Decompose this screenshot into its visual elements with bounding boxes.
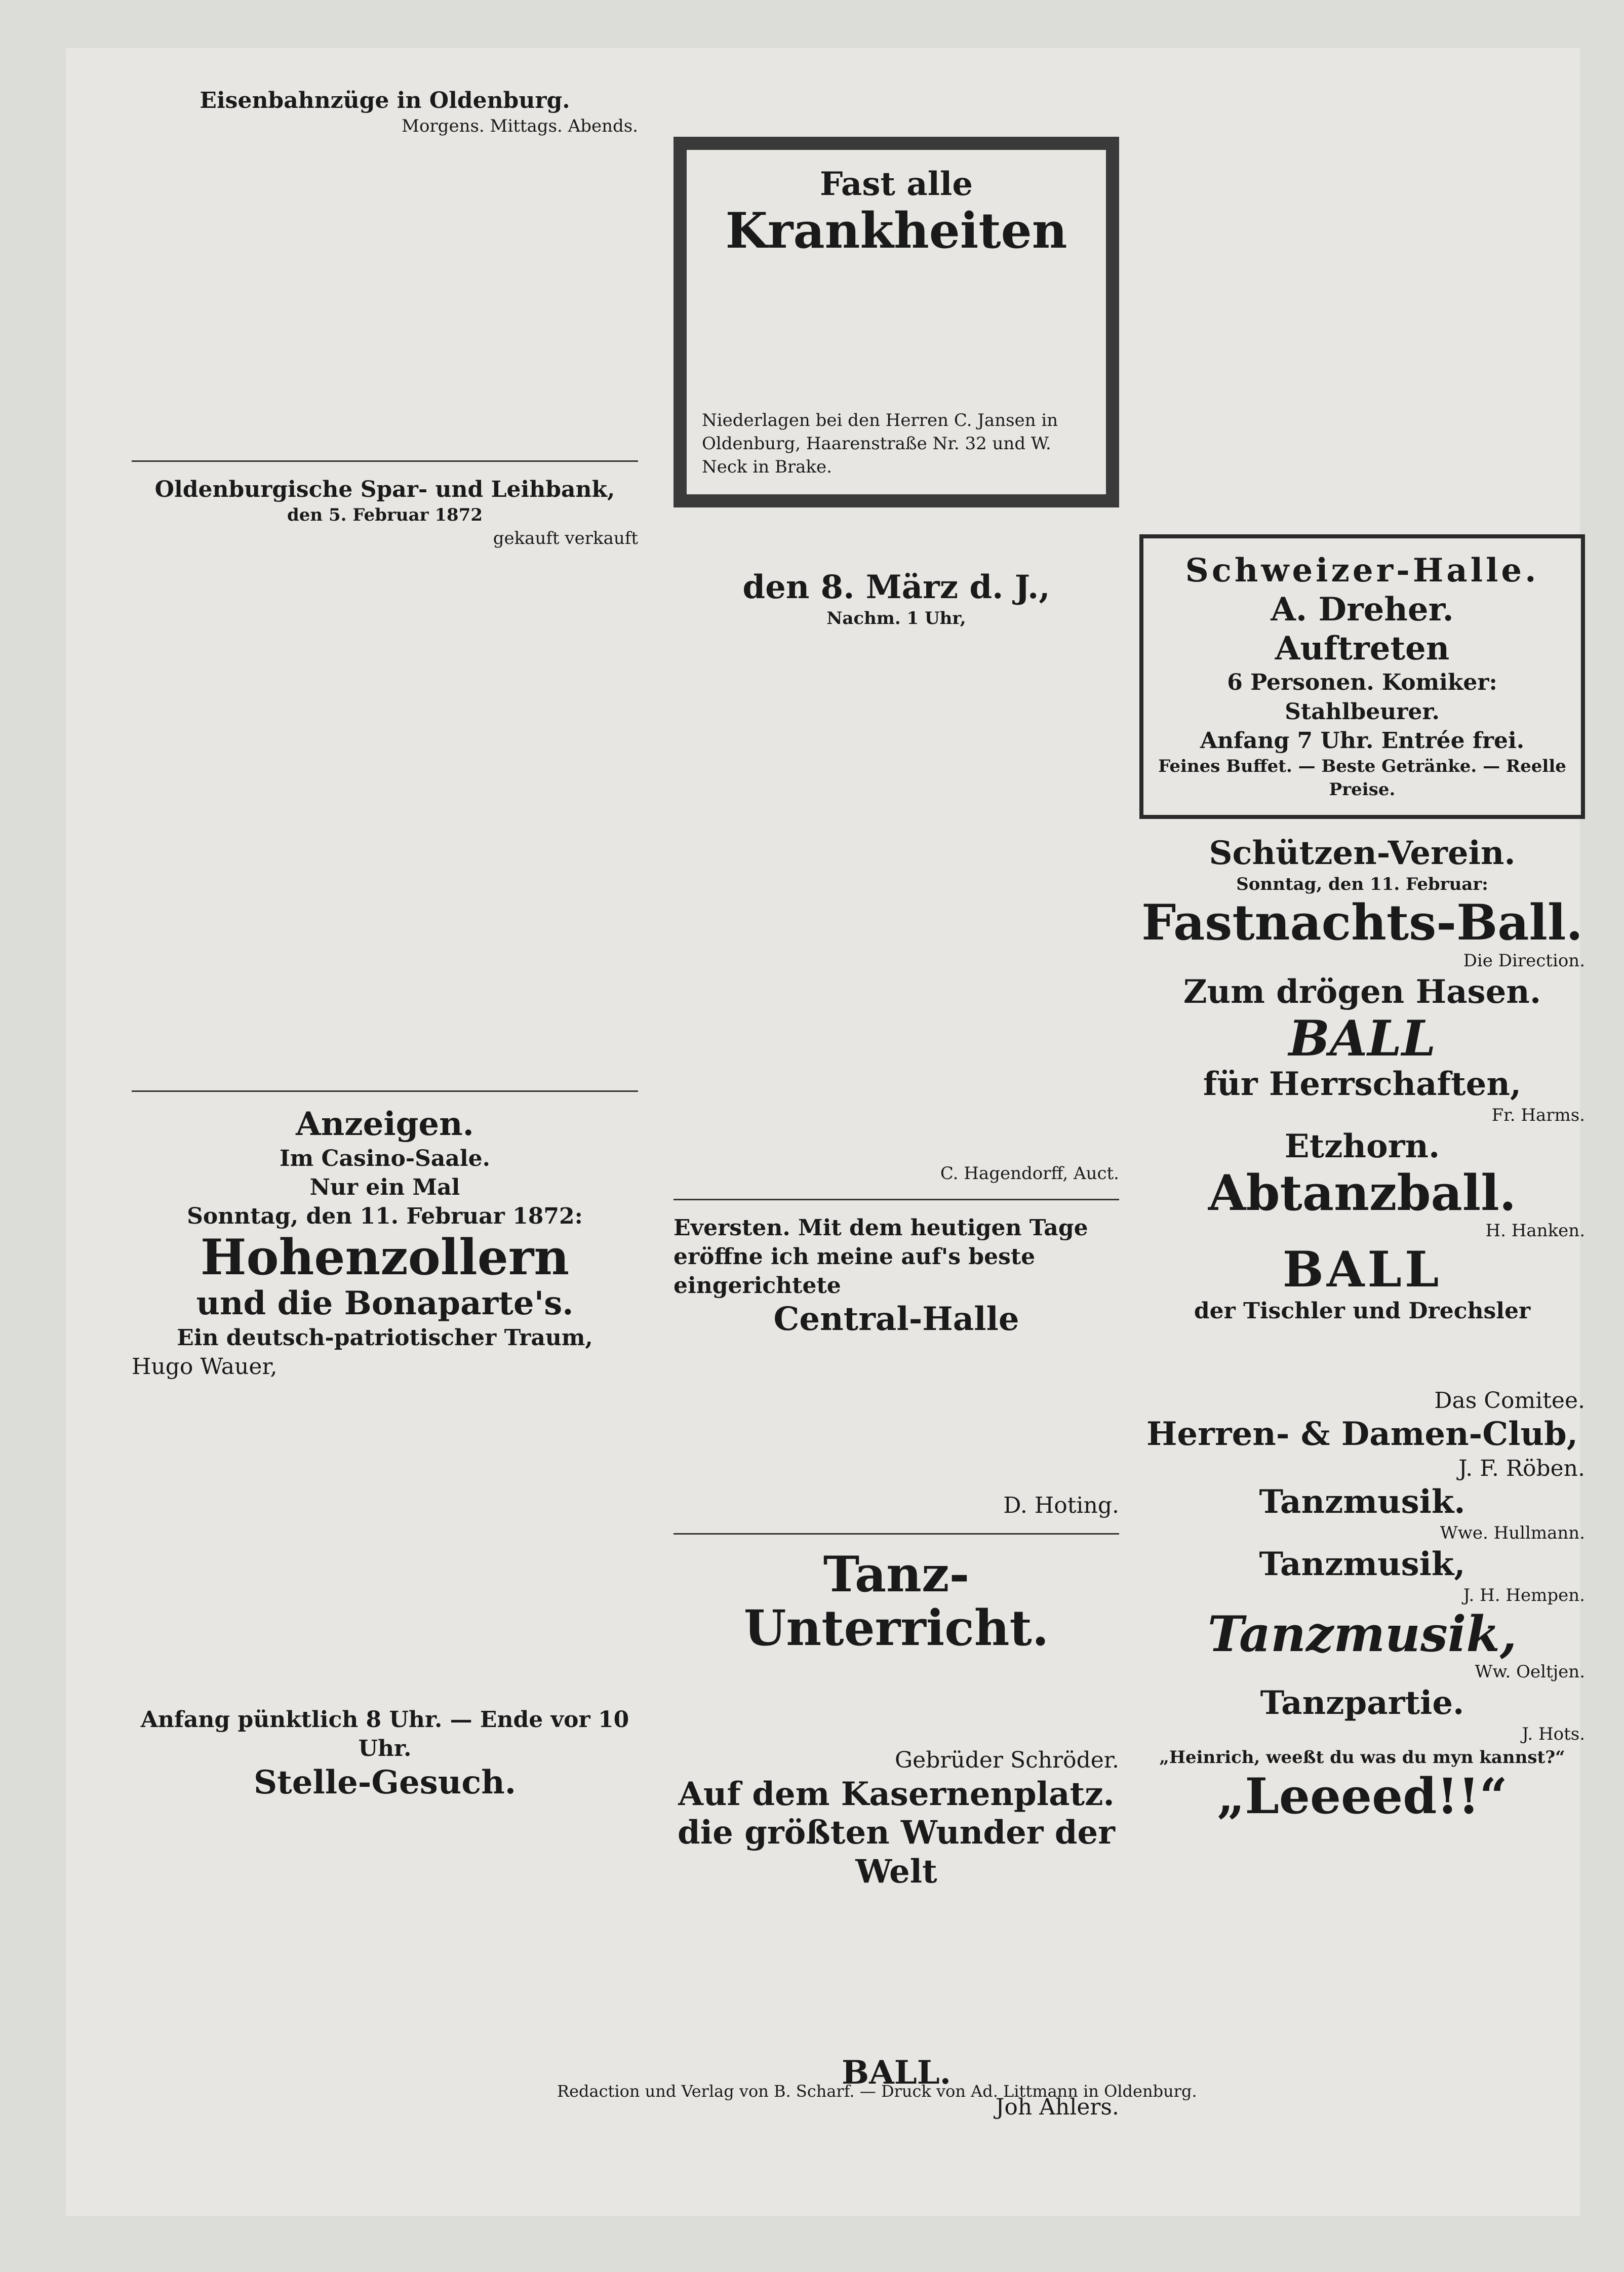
bank-title: Oldenburgische Spar- und Leihbank, (154, 477, 615, 503)
tb-sign: Das Comitee. (1434, 1388, 1585, 1414)
hasen-sign: Fr. Harms. (1491, 1105, 1585, 1126)
leeeed: „Leeeed!!“ (1217, 1767, 1508, 1825)
sh-comic: 6 Personen. Komiker: Stahlbeurer. (1227, 670, 1497, 725)
k-title: Krankheiten (725, 202, 1067, 259)
tb-sub: der Tischler und Drechsler (1194, 1298, 1531, 1324)
dance-sign: Gebrüder Schröder. (895, 1747, 1119, 1774)
play-date: Sonntag, den 11. Februar 1872: (187, 1203, 583, 1230)
etz-title: Abtanzball. (1208, 1164, 1517, 1222)
tm2: Tanzmusik, (1259, 1545, 1465, 1583)
k-head: Fast alle (819, 165, 973, 203)
rail-columns: Morgens. Mittags. Abends. (402, 116, 638, 137)
tm2-sign: J. H. Hempen. (1463, 1585, 1585, 1605)
tb-body (1139, 1325, 1585, 1386)
krankheiten-ad (674, 137, 1119, 507)
footer-imprint: Redaction und Verlag von B. Scharf. — Druck von Ad. Littmann in Oldenburg. (557, 2082, 1197, 2101)
kaserne: Auf dem Kasernenplatz. (678, 1775, 1115, 1813)
sh-owner: A. Dreher. (1271, 590, 1454, 629)
play-body (132, 1381, 638, 1705)
play-title: Hohenzollern (200, 1229, 570, 1286)
play-start: Anfang pünktlich 8 Uhr. — Ende vor 10 Uhr. (140, 1707, 629, 1762)
auction-sign: C. Hagendorff, Auct. (940, 1163, 1119, 1184)
hasen: Zum drögen Hasen. (1183, 972, 1541, 1011)
schweizer-halle-ad (1139, 534, 1585, 819)
sh-act: Auftreten (1275, 629, 1450, 668)
dance-body (674, 1655, 1119, 1746)
central-title: Central-Halle (773, 1300, 1019, 1339)
rail-timetable (132, 138, 638, 447)
etz: Etzhorn. (1284, 1127, 1440, 1165)
column-middle (674, 137, 1119, 2122)
ads-title: Anzeigen. (296, 1105, 474, 1144)
k-depots: Niederlagen bei den Herren C. Jansen in Oldenburg, Haarenstraße Nr. 32 und W. Neck in Brake. (702, 410, 1058, 478)
central-sign: D. Hoting. (1003, 1493, 1119, 1518)
moor-sign: Joh Ahlers. (995, 2094, 1119, 2120)
moor-title: BALL. (841, 2053, 952, 2092)
club-sign: J. F. Röben. (1458, 1456, 1585, 1482)
tp: Tanzpartie. (1260, 1684, 1464, 1722)
k-body (702, 257, 1091, 409)
tm1-sign: Wwe. Hullmann. (1440, 1523, 1585, 1544)
auction-time: Nachm. 1 Uhr, (826, 608, 966, 629)
column-right (1139, 534, 1585, 1823)
wonders-body (674, 1892, 1119, 2054)
hasen-ball: BALL (1288, 1009, 1436, 1067)
fb-title: Fastnachts-Ball. (1141, 894, 1583, 952)
etz-sign: H. Hanken. (1485, 1221, 1585, 1241)
central-body (674, 1339, 1119, 1491)
sh-title: Schweizer-Halle. (1185, 552, 1539, 590)
sv-title: Schützen-Verein. (1209, 834, 1516, 872)
tm3: Tanzmusik, (1207, 1605, 1517, 1663)
auction-date: den 8. März d. J., (742, 568, 1050, 607)
hasen-sub: für Herrschaften, (1203, 1065, 1522, 1104)
column-left (132, 86, 638, 1802)
sh-buffet: Feines Buffet. — Beste Getränke. — Reelle Preise. (1158, 756, 1566, 800)
once: Nur ein Mal (309, 1174, 460, 1201)
club: Herren- & Damen-Club, (1146, 1415, 1578, 1454)
play-subtitle: und die Bonaparte's. (196, 1284, 574, 1322)
tm1: Tanzmusik. (1259, 1483, 1465, 1521)
bank-table (132, 551, 638, 1077)
rail-title: Eisenbahnzüge in Oldenburg. (200, 88, 570, 113)
fb-sign: Die Direction. (1463, 951, 1585, 971)
play-desc: Ein deutsch-patriotischer Traum, (177, 1324, 593, 1351)
sv-date: Sonntag, den 11. Februar: (1236, 874, 1488, 894)
job-title: Stelle-Gesuch. (253, 1763, 517, 1801)
reader: Hugo Wauer, (132, 1353, 278, 1380)
heinrich: „Heinrich, weeßt du was du myn kannst?“ (1159, 1747, 1565, 1768)
bank-columns: gekauft verkauft (493, 528, 638, 549)
central-head: Eversten. Mit dem heutigen Tage eröffne ich meine auf's beste eingerichtete (674, 1215, 1088, 1299)
sh-start: Anfang 7 Uhr. Entrée frei. (1200, 727, 1525, 754)
tb-title: BALL (1282, 1241, 1442, 1299)
dance-title: Tanz-Unterricht. (743, 1546, 1049, 1657)
tm3-sign: Ww. Oeltjen. (1475, 1662, 1585, 1682)
auction-body (674, 631, 1119, 1162)
casino: Im Casino-Saale. (280, 1145, 490, 1171)
bank-date: den 5. Februar 1872 (287, 505, 483, 526)
wonders: die größten Wunder der Welt (678, 1814, 1115, 1891)
tp-sign: J. Hots. (1522, 1723, 1585, 1744)
